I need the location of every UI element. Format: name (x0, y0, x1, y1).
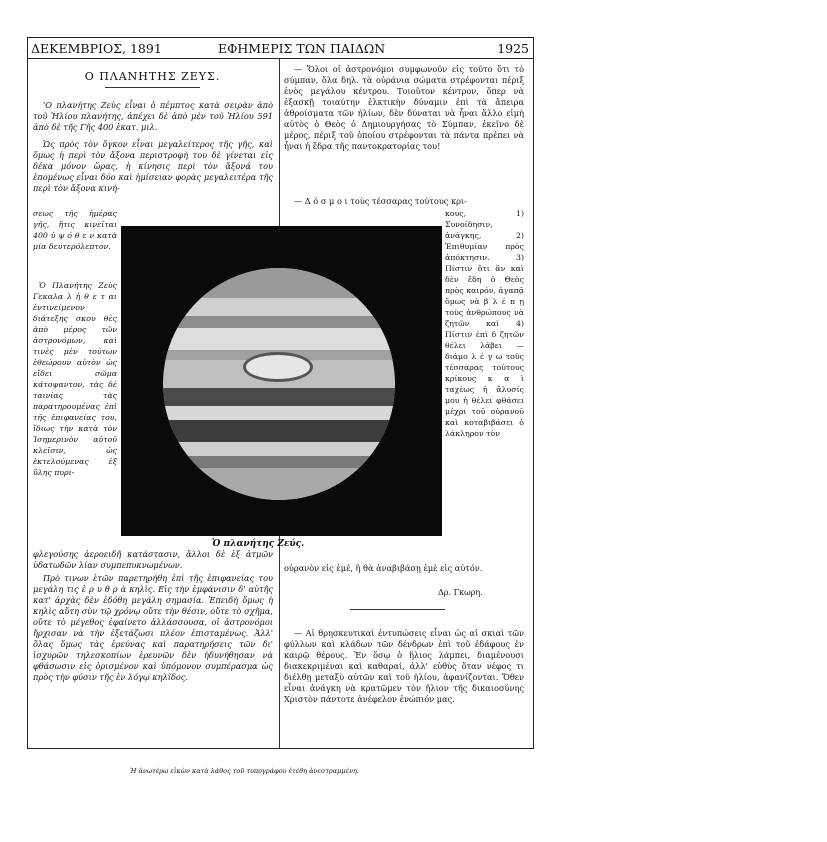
right-para-1: — Ὅλοι οἱ ἀστρονόμοι συμφωνοῦν εἰς τοῦτο ὅτι τὸ σύμπαν, ὅλα δηλ. τὰ οὐράνια σώματα στρέφονται πέριξ ἑνὸς μεγάλου κέντρου. Τοιοῦτον κέντρον, ὅπερ νὰ ἐξασκῇ τοιαύτην ἑλκτικὴν δύναμιν ἐπὶ τὰ ἄπειρα ἀθροίσματα τῶν ἡλίων, δὲν δύναται νὰ ἦναι ἄλλο εἰμὴ αὐτὸς ὁ Θεὸς ὁ Δημιουργήσας τὸ Σύμπαν, ἐκεῖνο δὲ μέρος, πέριξ τοῦ ὁποίου στρέφονται τὰ πάντα πρέπει νὰ ἦναι ἡ ἕδρα τῆς παντοκρατορίας του! (284, 64, 524, 151)
header-title: ΕΦΗΜΕΡΙΣ ΤΩΝ ΠΑΙΔΩΝ (218, 41, 386, 56)
article-title: Ο ΠΛΑΝΗΤΗΣ ΖΕΥΣ. (84, 70, 221, 83)
article-para-2: Ὡς πρὸς τὸν ὄγκον εἶναι μεγαλείτερος τῆς γῆς, καὶ ὅμως ἡ περὶ τὸν ἄξονα περιστροφὴ του δὲ γίνεται εἰς δέκα μόνον ὥρας, ἡ κίνησις περὶ τὸν ἄξονά του ἐπομένως εἶναι δύο καὶ ἡμίσειαν φορὰς μεγαλειτέρα τῆς περὶ τὸν ἄξονα κινή- (33, 139, 273, 193)
article-para-1: 'Ο πλανήτης Ζεὺς εἶναι ὁ πέμπτος κατὰ σειρὰν ἀπὸ τοῦ Ἡλίου πλανήτης, ἀπέχει δὲ ἀπὸ μὲν τοῦ Ἡλίου 591 ἀπὸ δὲ τῆς Γῆς 400 ἑκατ. μιλ. (33, 100, 273, 132)
article-para-3: φλεγούσης ἀεροειδῆ κατάστασιν, ἄλλοι δὲ ἐξ ἀτμῶν ὑδατωδῶν λίαν συμπεπυκνωμένων. (33, 549, 273, 570)
signature: Δρ. Γκωρη. (438, 588, 483, 597)
great-red-spot (243, 352, 313, 382)
article-para-4: Πρὸ τινων ἐτῶν παρετηρήθη ἐπὶ τῆς ἐπιφανείας του μεγάλη τις ἐ ρ υ θ ρ ὰ κηλὶς. Εἰς τὴν ἐμφάνισιν δ' αὐτῆς κατ' ἀρχὰς δὲν ἐδόθη μεγάλη σημασία. Ἐπειδὴ ὅμως ἡ κηλὶς αὕτη σὺν τῷ χρόνῳ οὔτε τὴν θέσιν, οὔτε τὸ σχῆμα, οὔτε τὸ μέγεθος ἐφαίνετο ἀλλάσσουσα, οἱ ἀστρονόμοι ἤρχισαν νὰ τὴν ἐξετάζωσι πλέον ἐπισταμένως. Ἀλλ' ὅλας ὅμως τὰς ἐρεύνας καὶ παρατηρήσεις τῶν δι' ἰσχυρῶν τηλεσκοπίων ἐρευνῶν δὲν ἠδυνήθησαν νὰ φθάσωσιν εἰς ὁρισμένον καὶ ὑπόμονον συμπέρασμα ὡς πρὸς τὴν φύσιν τῆς ἐν λόγῳ κηλῖδος. (33, 573, 273, 682)
section-divider (350, 609, 445, 610)
header-date: ΔΕΚΕΜΒΡΙΟΣ, 1891 (31, 41, 162, 56)
right-para-2-lead: — Δ ό σ μ ο ι τοὺς τέσσαρας τούτους κρι- (294, 196, 467, 206)
article-narrow-2: Ὁ Πλανήτης Ζεὺς Γεκαλα λ ἠ θ ε τ αι ἐντινείμενον διάτεξης σκου θὲς ἀπὸ μέρος τῶν ἀστρονόμων, καὶ τινὲς μὲν τούτων ἐθεώρουν αὐτὸν ὡς εἴδει σῶμα κάτοψαντον, τὰς δὲ ταινίας τὰς παρατηρουμένας ἐπὶ τῆς ἐπιφανείας του, ἴδιως τὴν κατὰ τὸν Ἰσημερινὸν αὐτοῦ κλεῖσιν, ὡς ἐκτελούμενας ἐξ ὕλης πυρι- (33, 281, 117, 477)
figure-caption: Ὁ πλανήτης Ζεύς. (212, 539, 305, 549)
right-para-2-tail: οὐρανὸν εἰς ἐμέ, ἢ θὰ ἀναβιβάσῃ ἐμὲ εἰς αὐτόν. (284, 563, 483, 573)
right-narrow: κους, 1) Συνοίδησιν, ἀνάγκης, 2) Ἐπιθυμίαν πρὸς ἀπόκτησιν. 3) Πίστιν ὅτι ἂν καὶ δὲν ἔδη ὁ Θεὸς πρὸς καιρόν, ἀγαπᾷ ὅμως νὰ β λ έ π ῃ τοὺς ἀνθρώπους νὰ ζητῶν καὶ 4) Πίστιν ἐπὶ δ ζητῶν θέλει λάβει — διάμο λ έ γ ω τοὺς τέσσαρας τούτους κρίκους κ α ὶ ταχέως ἡ ἄλυσίς μου ἡ θέλει φθάσει μέχρι τοῦ οὐρανοῦ καὶ κοταβιβάσει ὁ λάκληρον τὸν (445, 209, 524, 438)
page-header (28, 38, 533, 59)
jupiter-figure (121, 226, 442, 536)
article-narrow-1: σεως τῆς ἡμέρας γῆς, ἥτις κινεῖται 400 ὑ ψ ό θ ε ν κατὰ μία δευτερόλεπτον. (33, 209, 117, 251)
right-para-3: — Αἱ θρησκευτικαὶ ἐντυπώσεις εἶναι ὡς αἱ σκιαὶ τῶν φύλλων καὶ κλάδων τῶν δένδρων ἐπὶ τοῦ ἐδάφους ἐν καιρῷ θέρους. Ἐν ὅσῳ ὁ ἥλιος λάμπει, διαμένουσι διακεκριμέναι καὶ καθαραί, ἀλλ' εὐθὺς ὅταν νέφος τι διέλθῃ μεταξὺ αὐτῶν καὶ τοῦ ἡλίου, ἀφανίζονται. Ὅθεν εἶναι ἀνάγκη νὰ κρατῶμεν τὸν ἥλιον τῆς δικαιοσύνης Χριστὸν πάντοτε ἀνέφελον ἐνώπιόν μας. (284, 628, 524, 704)
jupiter-planet-image (163, 268, 395, 500)
header-page-number: 1925 (497, 41, 529, 56)
footnote: Ἡ ἀνωτέρω εἰκὼν κατὰ λάθος τοῦ τυπογράφου ἐτέθη ἀνεστραμμένη. (130, 767, 359, 775)
title-underline (105, 87, 200, 88)
